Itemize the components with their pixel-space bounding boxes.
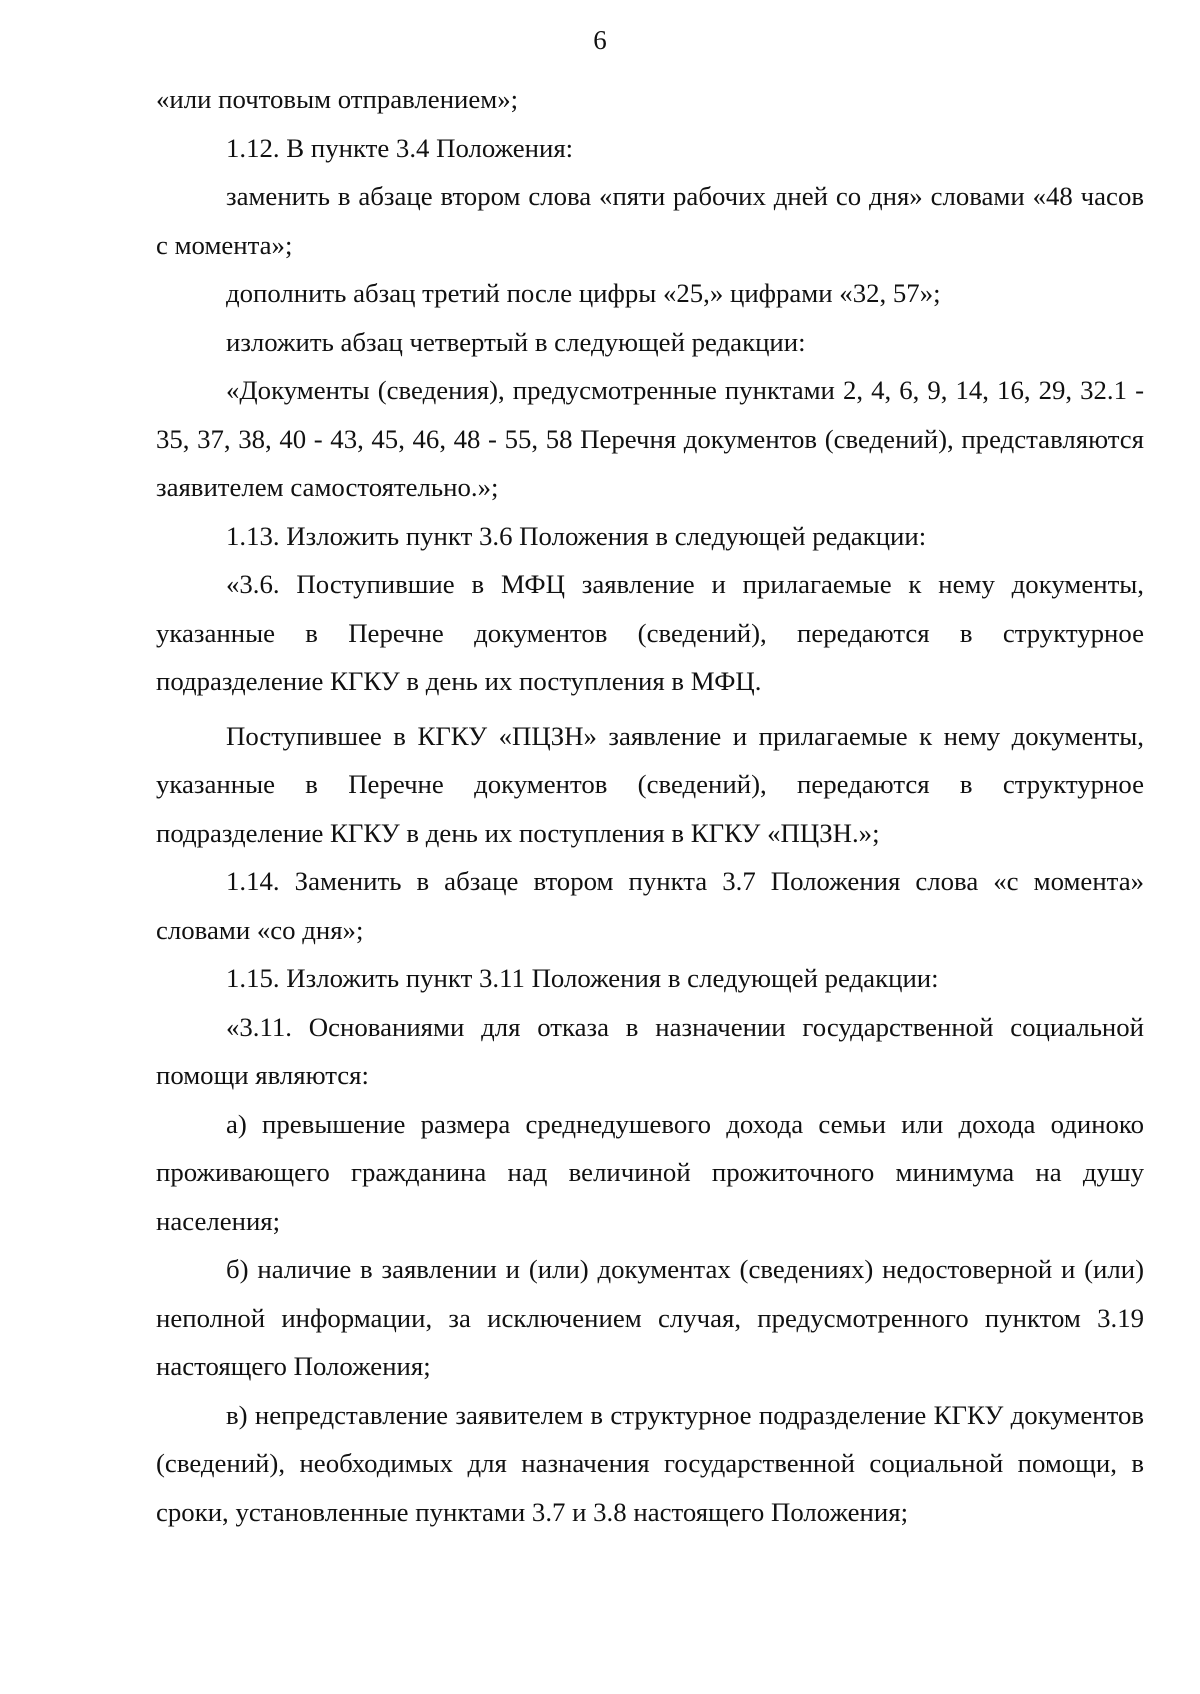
list-item-v: в) непредставление заявителем в структурное подразделение КГКУ документов (сведений), необходимых для назначения государственной социальной помощи, в сроки, установленные пунктами 3.7 и 3.8 настоящего Положения; bbox=[156, 1399, 1144, 1527]
paragraph-1-13: 1.13. Изложить пункт 3.6 Положения в следующей редакции: bbox=[226, 520, 927, 551]
paragraph-replace-words: заменить в абзаце втором слова «пяти рабочих дней со дня» словами «48 часов с момента»; bbox=[156, 181, 1144, 260]
paragraph-1-12: 1.12. В пункте 3.4 Положения: bbox=[226, 132, 574, 163]
page-number: 6 bbox=[593, 25, 607, 55]
paragraph-supplement-digits: дополнить абзац третий после цифры «25,» цифрами «32, 57»; bbox=[226, 278, 941, 308]
paragraph-3-6: «3.6. Поступившие в МФЦ заявление и прилагаемые к нему документы, указанные в Перечне документов (сведений), передаются в структурное подразделение КГКУ в день их поступления в МФЦ. bbox=[156, 569, 1144, 696]
paragraph-pczn: Поступившее в КГКУ «ПЦЗН» заявление и прилагаемые к нему документы, указанные в Перечне документов (сведений), передаются в структурное подразделение КГКУ в день их поступления в КГКУ «ПЦЗН.»; bbox=[156, 720, 1144, 848]
paragraph-continuation: «или почтовым отправлением»; bbox=[156, 84, 519, 114]
paragraph-3-11: «3.11. Основаниями для отказа в назначении государственной социальной помощи являются: bbox=[156, 1011, 1144, 1090]
paragraph-state-fourth: изложить абзац четвертый в следующей редакции: bbox=[226, 326, 806, 357]
paragraph-1-15: 1.15. Изложить пункт 3.11 Положения в следующей редакции: bbox=[226, 963, 939, 993]
document-body bbox=[156, 75, 1144, 1536]
paragraph-1-14: 1.14. Заменить в абзаце втором пункта 3.7 Положения слова «с момента» словами «со дня»; bbox=[156, 866, 1144, 945]
list-item-a: а) превышение размера среднедушевого дохода семьи или дохода одиноко проживающего гражданина над величиной прожиточного минимума на душу населения; bbox=[156, 1108, 1144, 1236]
list-item-b: б) наличие в заявлении и (или) документах (сведениях) недостоверной и (или) неполной информации, за исключением случая, предусмотренного пунктом 3.19 настоящего Положения; bbox=[156, 1254, 1144, 1381]
paragraph-documents-list: «Документы (сведения), предусмотренные пунктами 2, 4, 6, 9, 14, 16, 29, 32.1 - 35, 37, 38, 40 - 43, 45, 46, 48 - 55, 58 Перечня документов (сведений), представляются заявителем самостоятельно.»; bbox=[156, 375, 1144, 502]
